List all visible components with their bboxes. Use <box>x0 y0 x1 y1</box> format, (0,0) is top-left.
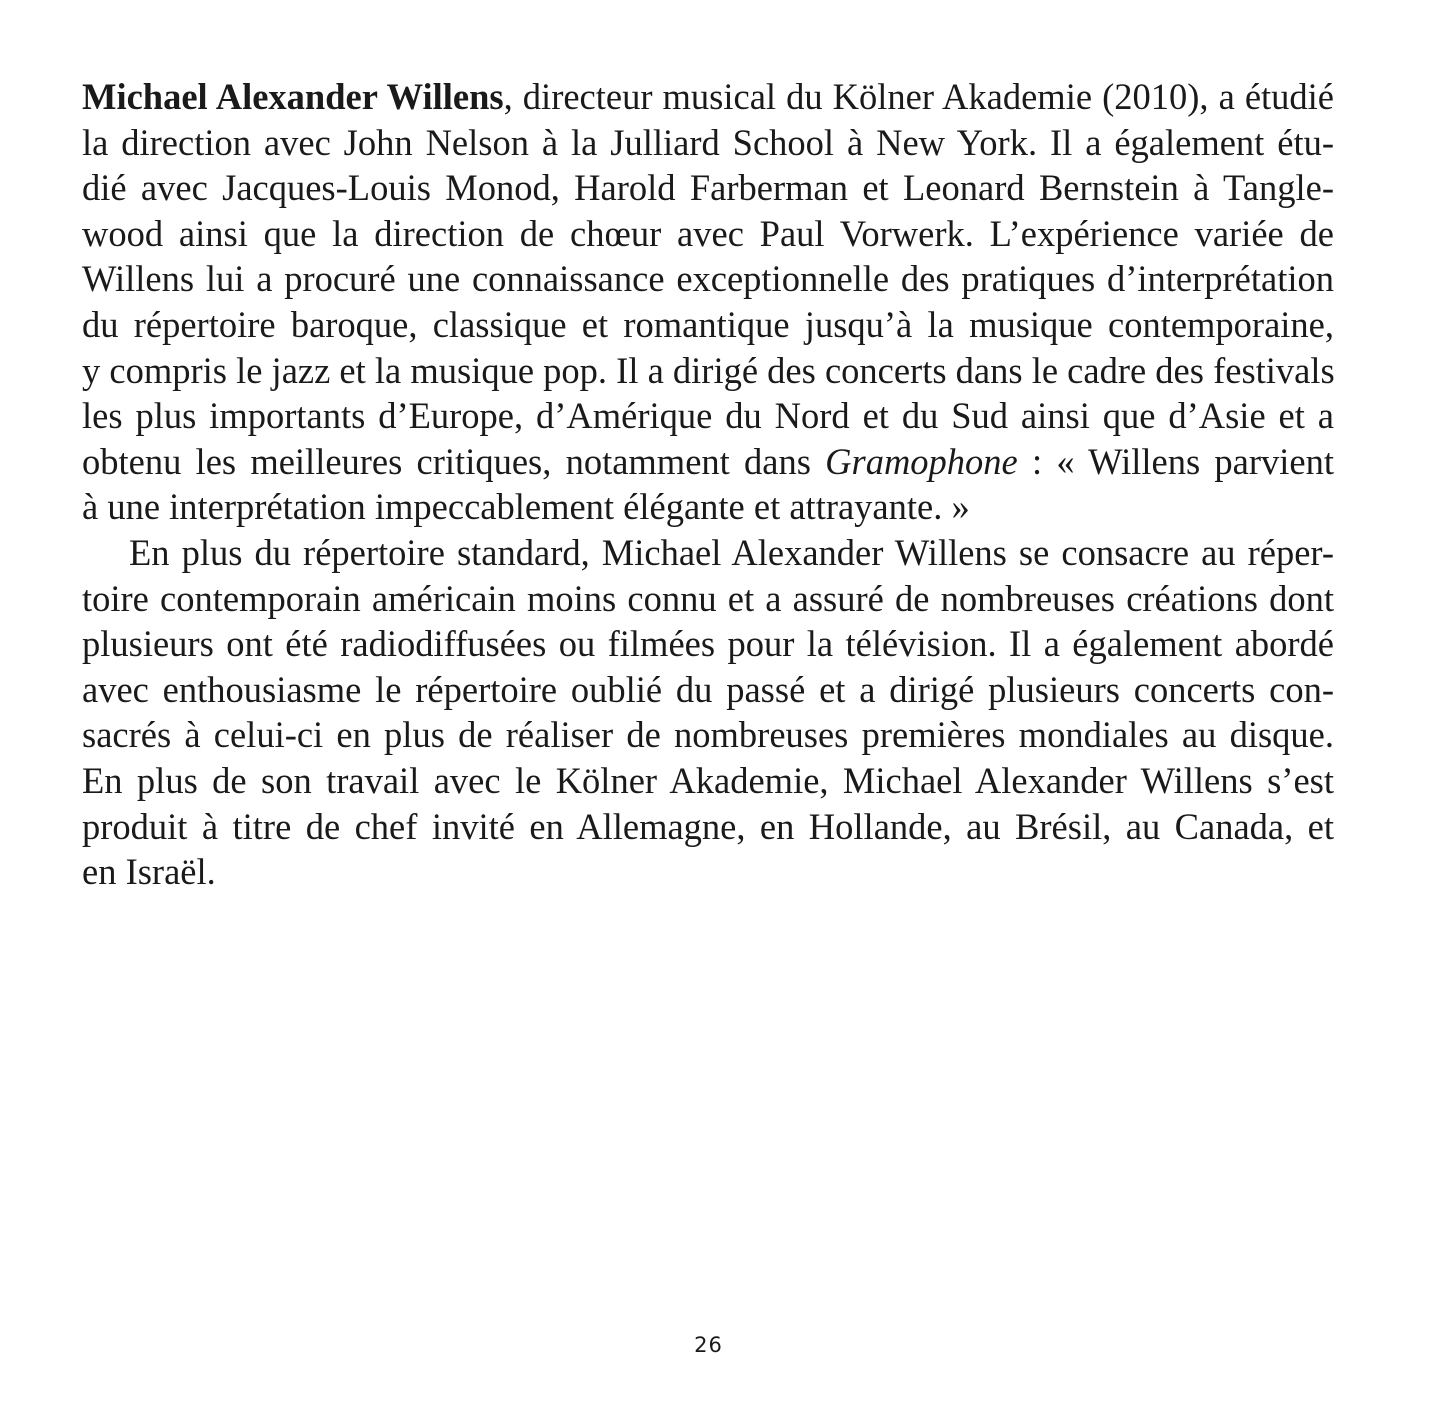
text-line: En plus du répertoire standard, Michael Alexander Willens se consacre au réper- <box>129 531 1334 573</box>
text-line: du répertoire baroque, classique et romantique jusqu’à la musique contemporaine, <box>82 303 1334 345</box>
text-segment: : « Willens parvient <box>1017 440 1334 482</box>
text-line: en Israël. <box>82 851 216 893</box>
publication-title: Gramophone <box>825 440 1018 482</box>
page-number: 26 <box>694 1333 723 1357</box>
page-body <box>82 74 1334 895</box>
text-line: En plus de son travail avec le Kölner Akademie, Michael Alexander Willens s’est <box>82 759 1334 801</box>
text-line: avec enthousiasme le répertoire oublié du passé et a dirigé plusieurs concerts con- <box>82 668 1334 710</box>
text-line: les plus importants d’Europe, d’Amérique du Nord et du Sud ainsi que d’Asie et a <box>82 395 1334 437</box>
text-line: plusieurs ont été radiodiffusées ou filmées pour la télévision. Il a également abordé <box>82 623 1334 665</box>
text-line: à une interprétation impeccablement élégante et attrayante. » <box>82 486 970 528</box>
text-line: Willens lui a procuré une connaissance exceptionnelle des pratiques d’interprétation <box>82 258 1334 300</box>
text-line: sacrés à celui-ci en plus de réaliser de nombreuses premières mondiales au disque. <box>82 714 1334 756</box>
text-line <box>82 74 1334 120</box>
text-line: la direction avec John Nelson à la Julliard School à New York. Il a également étu- <box>82 121 1334 163</box>
text-line: y compris le jazz et la musique pop. Il a dirigé des concerts dans le cadre des festivals <box>82 349 1335 391</box>
text-line: toire contemporain américain moins connu et a assuré de nombreuses créations dont <box>82 577 1334 619</box>
text-line <box>82 439 1334 485</box>
text-line: wood ainsi que la direction de chœur avec Paul Vorwerk. L’expérience variée de <box>82 212 1334 254</box>
text-segment: obtenu les meilleures critiques, notamment dans <box>82 440 826 482</box>
text-line: produit à titre de chef invité en Allemagne, en Hollande, au Brésil, au Canada, et <box>82 805 1334 847</box>
paragraph-biography-2 <box>82 530 1334 895</box>
paragraph-biography-1 <box>82 74 1334 530</box>
text-segment: , directeur musical du Kölner Akademie (2010), a étudié <box>503 76 1334 117</box>
artist-name: Michael Alexander Willens <box>82 76 504 117</box>
text-line: dié avec Jacques-Louis Monod, Harold Farberman et Leonard Bernstein à Tangle- <box>82 167 1334 209</box>
